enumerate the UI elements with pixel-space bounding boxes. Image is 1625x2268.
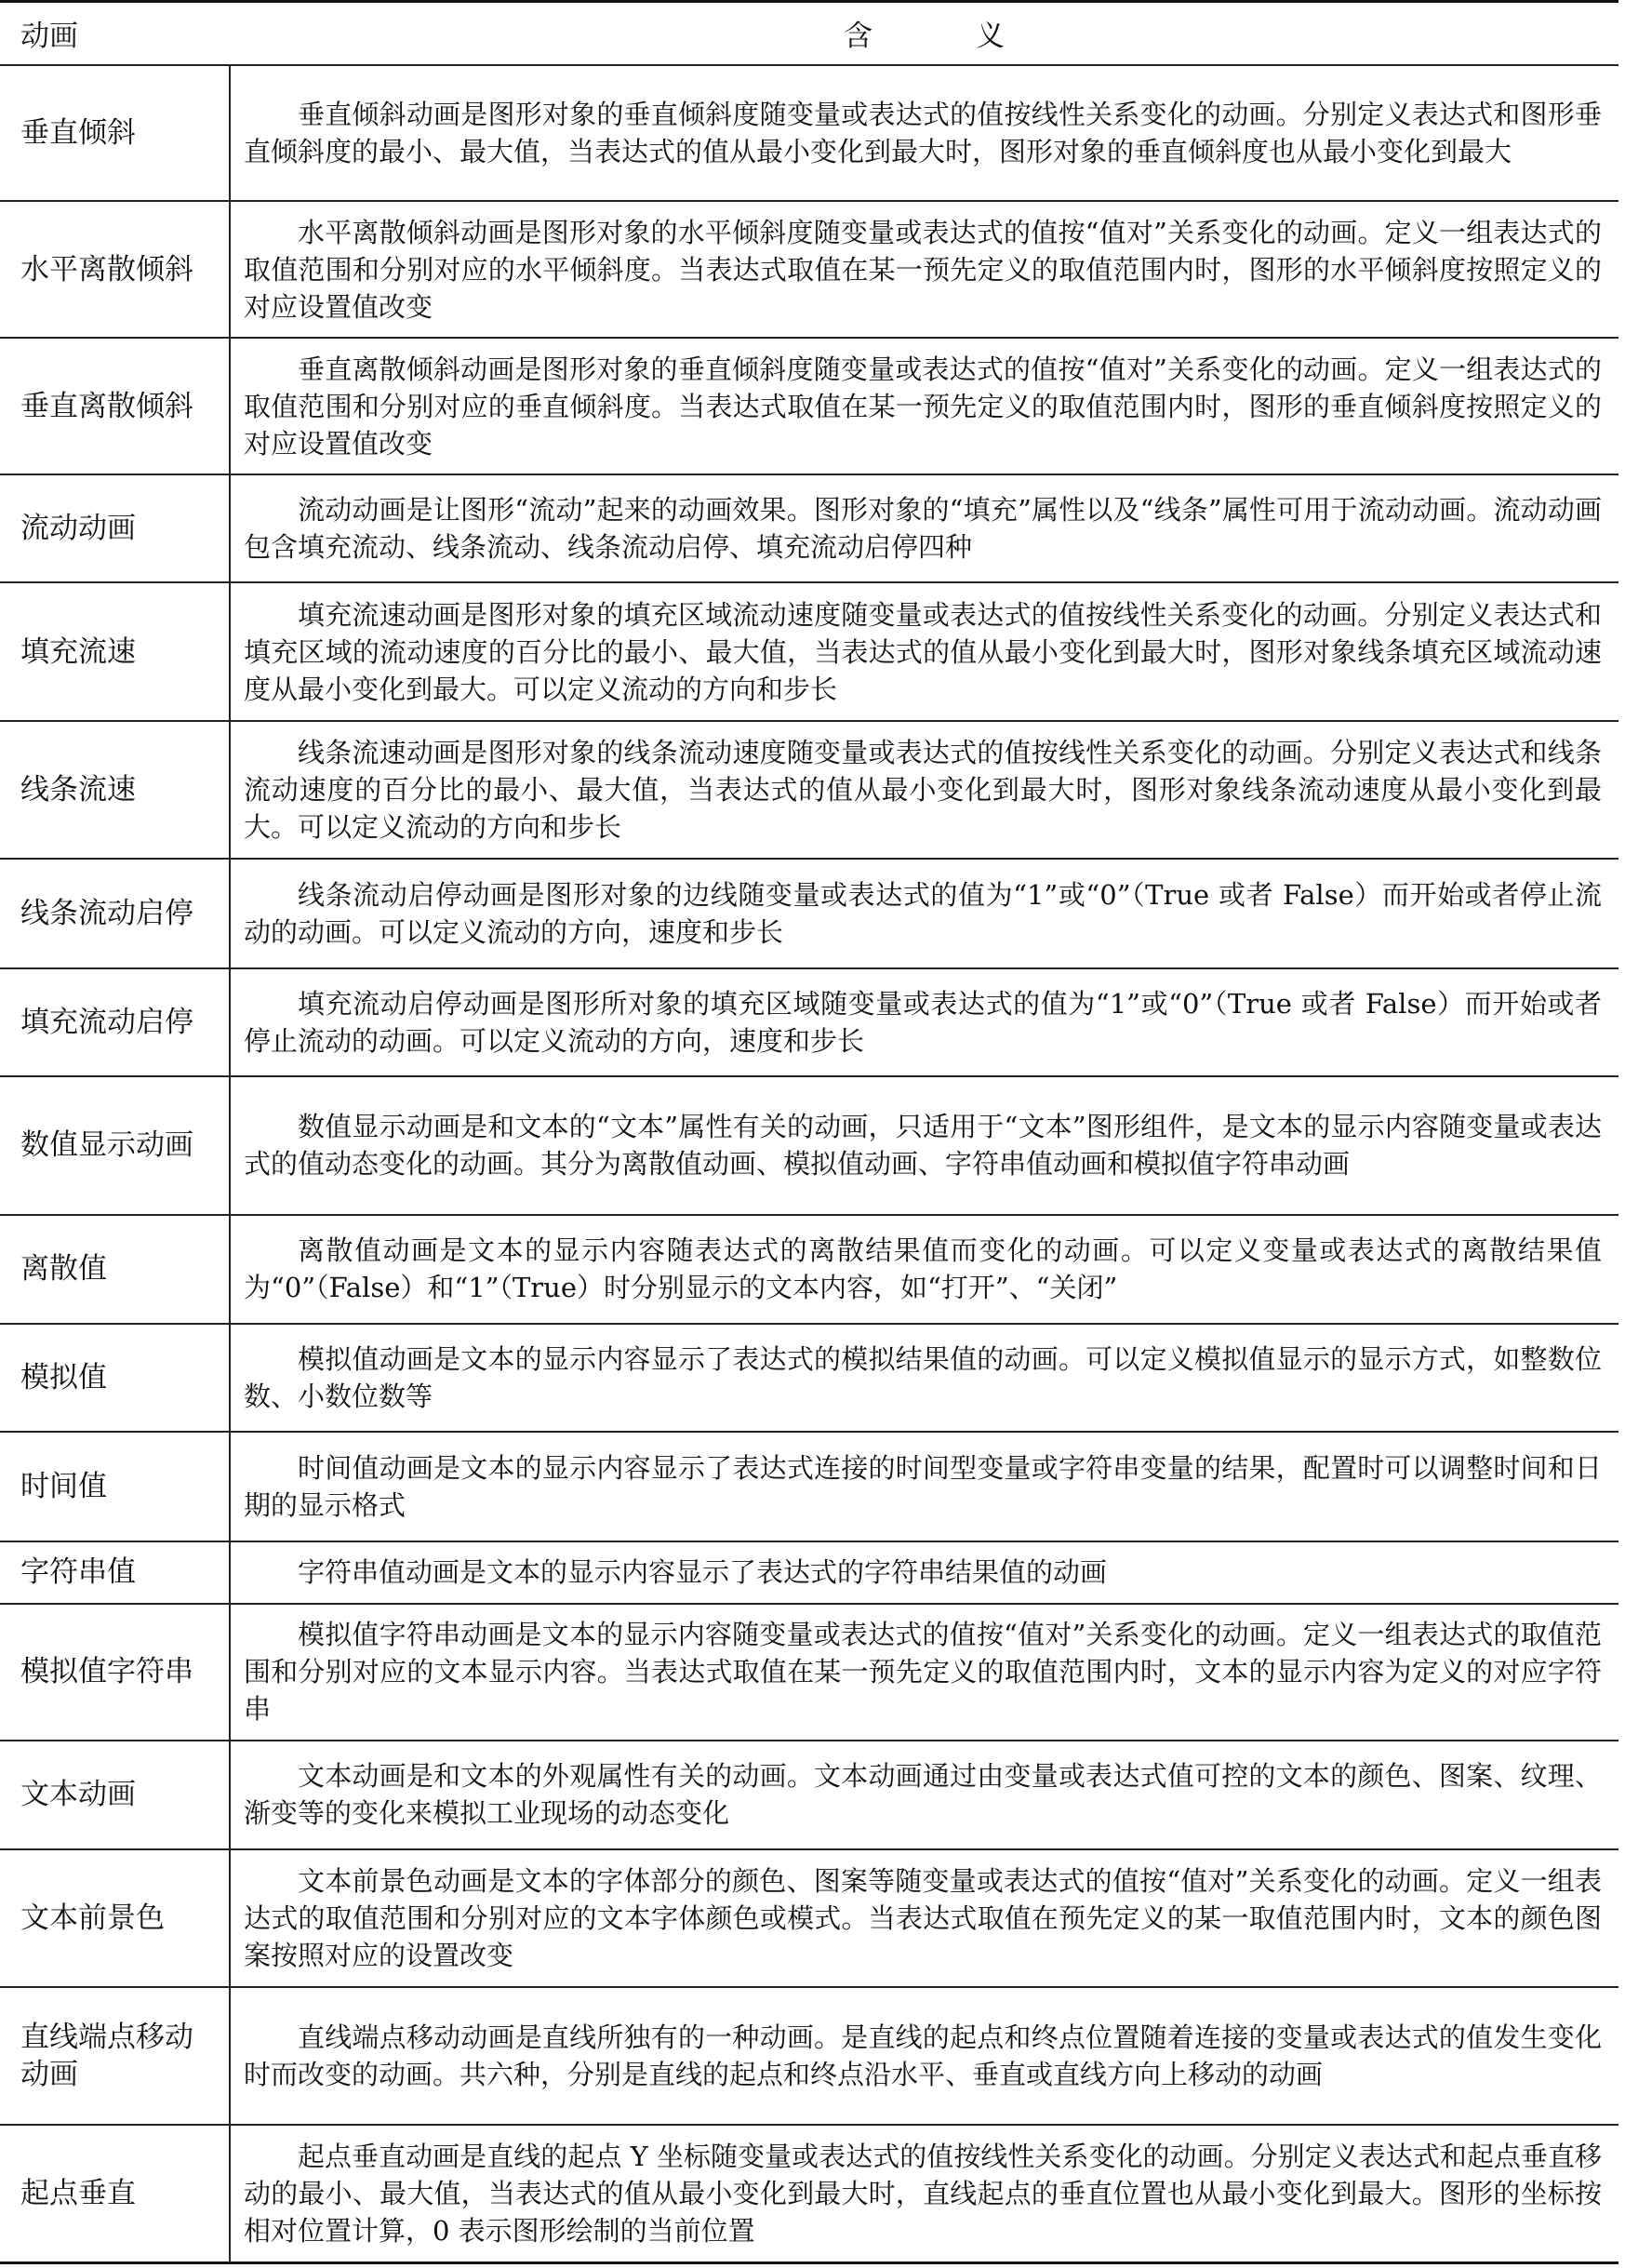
table-row: [0, 721, 1618, 860]
table-row: [0, 968, 1618, 1076]
animation-description: 垂直倾斜动画是图形对象的垂直倾斜度随变量或表达式的值按线性关系变化的动画。分别定义表达式和图形垂直倾斜度的最小、最大值，当表达式的值从最小变化到最大时，图形对象的垂直倾斜度也从最小变化到最大: [230, 65, 1618, 201]
animation-description: 文本动画是和文本的外观属性有关的动画。文本动画通过由变量或表达式值可控的文本的颜色、图案、纹理、渐变等的变化来模拟工业现场的动态变化: [230, 1741, 1618, 1849]
table-row: [0, 2125, 1618, 2263]
animation-name: 填充流动启停: [0, 968, 230, 1076]
table-row: [0, 1076, 1618, 1215]
animation-name: 时间值: [0, 1432, 230, 1541]
animation-description: 线条流动启停动画是图形对象的边线随变量或表达式的值为“1”或“0”（True 或者 False）而开始或者停止流动的动画。可以定义流动的方向，速度和步长: [230, 859, 1618, 967]
animation-name: 文本动画: [0, 1741, 230, 1849]
animation-name: 线条流速: [0, 721, 230, 860]
animation-description: 水平离散倾斜动画是图形对象的水平倾斜度随变量或表达式的值按“值对”关系变化的动画。定义一组表达式的取值范围和分别对应的水平倾斜度。当表达式取值在某一预先定义的取值范围内时，图形的水平倾斜度按照定义的对应设置值改变: [230, 201, 1618, 338]
animation-description: 垂直离散倾斜动画是图形对象的垂直倾斜度随变量或表达式的值按“值对”关系变化的动画。定义一组表达式的取值范围和分别对应的垂直倾斜度。当表达式取值在某一预先定义的取值范围内时，图形的垂直倾斜度按照定义的对应设置值改变: [230, 338, 1618, 474]
animation-description: 流动动画是让图形“流动”起来的动画效果。图形对象的“填充”属性以及“线条”属性可用于流动动画。流动动画包含填充流动、线条流动、线条流动启停、填充流动启停四种: [230, 474, 1618, 582]
table-row: [0, 1604, 1618, 1740]
animation-name: 文本前景色: [0, 1849, 230, 1988]
table-row: [0, 201, 1618, 338]
animation-name: 垂直离散倾斜: [0, 338, 230, 474]
animation-description: 线条流速动画是图形对象的线条流动速度随变量或表达式的值按线性关系变化的动画。分别定义表达式和线条流动速度的百分比的最小、最大值，当表达式的值从最小变化到最大时，图形对象线条流动速度从最小变化到最大。可以定义流动的方向和步长: [230, 721, 1618, 860]
table-row: [0, 1741, 1618, 1849]
table-row: [0, 1541, 1618, 1604]
animation-description: 字符串值动画是文本的显示内容显示了表达式的字符串结果值的动画: [230, 1541, 1618, 1604]
animation-name: 数值显示动画: [0, 1076, 230, 1215]
animation-description: 填充流动启停动画是图形所对象的填充区域随变量或表达式的值为“1”或“0”（True 或者 False）而开始或者停止流动的动画。可以定义流动的方向，速度和步长: [230, 968, 1618, 1076]
table-row: [0, 65, 1618, 201]
animation-description: 数值显示动画是和文本的“文本”属性有关的动画，只适用于“文本”图形组件，是文本的显示内容随变量或表达式的值动态变化的动画。其分为离散值动画、模拟值动画、字符串值动画和模拟值字符串动画: [230, 1076, 1618, 1215]
column-header-name: 动画: [0, 2, 230, 65]
animation-name: 直线端点移动动画: [0, 1987, 230, 2124]
table-row: [0, 582, 1618, 721]
column-header-meaning: 含 义: [230, 2, 1618, 65]
animation-name: 起点垂直: [0, 2125, 230, 2263]
animation-description: 离散值动画是文本的显示内容随表达式的离散结果值而变化的动画。可以定义变量或表达式的离散结果值为“0”（False）和“1”（True）时分别显示的文本内容，如“打开”、“关闭”: [230, 1215, 1618, 1324]
animation-name: 垂直倾斜: [0, 65, 230, 201]
animation-description: 模拟值动画是文本的显示内容显示了表达式的模拟结果值的动画。可以定义模拟值显示的显示方式，如整数位数、小数位数等: [230, 1324, 1618, 1432]
animation-description: 文本前景色动画是文本的字体部分的颜色、图案等随变量或表达式的值按“值对”关系变化的动画。定义一组表达式的取值范围和分别对应的文本字体颜色或模式。当表达式取值在预先定义的某一取值范围内时，文本的颜色图案按照对应的设置改变: [230, 1849, 1618, 1988]
table-row: [0, 474, 1618, 582]
table-header-row: [0, 2, 1618, 65]
table-row: [0, 1987, 1618, 2124]
table-row: [0, 1849, 1618, 1988]
animation-name: 离散值: [0, 1215, 230, 1324]
animation-description: 填充流速动画是图形对象的填充区域流动速度随变量或表达式的值按线性关系变化的动画。分别定义表达式和填充区域的流动速度的百分比的最小、最大值，当表达式的值从最小变化到最大时，图形对象线条填充区域流动速度从最小变化到最大。可以定义流动的方向和步长: [230, 582, 1618, 721]
table-row: [0, 859, 1618, 967]
animation-name: 水平离散倾斜: [0, 201, 230, 338]
table-row: [0, 338, 1618, 474]
animation-description: 模拟值字符串动画是文本的显示内容随变量或表达式的值按“值对”关系变化的动画。定义一组表达式的取值范围和分别对应的文本显示内容。当表达式取值在某一预先定义的取值范围内时，文本的显示内容为定义的对应字符串: [230, 1604, 1618, 1740]
animation-description: 起点垂直动画是直线的起点 Y 坐标随变量或表达式的值按线性关系变化的动画。分别定义表达式和起点垂直移动的最小、最大值，当表达式的值从最小变化到最大时，直线起点的垂直位置也从最小变化到最大。图形的坐标按相对位置计算，0 表示图形绘制的当前位置: [230, 2125, 1618, 2263]
table-row: [0, 1215, 1618, 1324]
animation-description: 直线端点移动动画是直线所独有的一种动画。是直线的起点和终点位置随着连接的变量或表达式的值发生变化时而改变的动画。共六种，分别是直线的起点和终点沿水平、垂直或直线方向上移动的动画: [230, 1987, 1618, 2124]
animation-name: 线条流动启停: [0, 859, 230, 967]
animation-name: 模拟值: [0, 1324, 230, 1432]
table-row: [0, 1432, 1618, 1541]
animation-description: 时间值动画是文本的显示内容显示了表达式连接的时间型变量或字符串变量的结果，配置时可以调整时间和日期的显示格式: [230, 1432, 1618, 1541]
animation-name: 字符串值: [0, 1541, 230, 1604]
animation-name: 流动动画: [0, 474, 230, 582]
table-row: [0, 1324, 1618, 1432]
animation-name: 填充流速: [0, 582, 230, 721]
animation-name: 模拟值字符串: [0, 1604, 230, 1740]
